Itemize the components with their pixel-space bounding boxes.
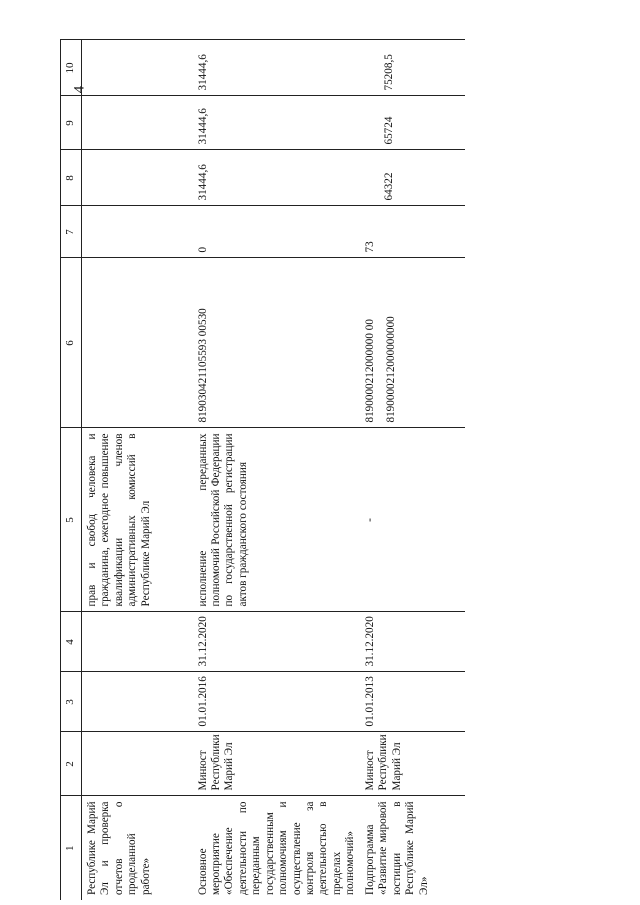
cell-name: Подпрограмма «Развитие мировой юстиции в Республике Марий Эл»: [361, 796, 465, 900]
header-col-1: 1: [61, 796, 82, 900]
header-col-7: 7: [61, 206, 82, 258]
page-number: 4: [71, 85, 88, 94]
header-col-8: 8: [61, 150, 82, 206]
cell-code: [82, 258, 194, 428]
cell-start-date: [82, 672, 194, 732]
cell-col10: 75208,5: [361, 40, 465, 96]
cell-end-date: 31.12.2020: [361, 612, 465, 672]
cell-name: Основное мероприятие «Обеспечение деятельности по переданным государственным полномочиям и осуществление контроля за деятельностью в пределах полномочий»: [194, 796, 361, 900]
code-line-2: 8190000212000000000: [385, 316, 398, 423]
cell-col9: [82, 96, 194, 150]
cell-result: прав и свобод человека и гражданина, ежегодное повышение квалификации членов административных комиссий в Республике Марий Эл: [82, 428, 194, 612]
header-col-9: 9: [61, 96, 82, 150]
header-col-3: 3: [61, 672, 82, 732]
cell-start-date: 01.01.2013: [361, 672, 465, 732]
cell-end-date: [82, 612, 194, 672]
table-row: [194, 40, 361, 900]
cell-col9: 31444,6: [194, 96, 361, 150]
cell-code: 819030421105593 00530: [194, 258, 361, 428]
cell-col9: 65724: [361, 96, 465, 150]
cell-col10: 31444,6: [194, 40, 361, 96]
header-col-4: 4: [61, 612, 82, 672]
cell-executor: Минюст Республики Марий Эл: [361, 732, 465, 796]
header-col-6: 6: [61, 258, 82, 428]
cell-col8: [82, 150, 194, 206]
header-row: [61, 40, 82, 900]
header-col-5: 5: [61, 428, 82, 612]
cell-name: Республике Марий Эл и проверка отчетов о проделанной работе»: [82, 796, 194, 900]
header-col-10: 10: [61, 40, 82, 96]
cell-col7: 73: [361, 206, 465, 258]
table-row: [361, 40, 465, 900]
cell-executor: Минюст Республики Марий Эл: [194, 732, 361, 796]
cell-executor: [82, 732, 194, 796]
cell-end-date: 31.12.2020: [194, 612, 361, 672]
cell-col8: 31444,6: [194, 150, 361, 206]
cell-result: -: [361, 428, 465, 612]
cell-col8: 64322: [361, 150, 465, 206]
cell-code: [361, 258, 465, 428]
rotated-table-sheet: [60, 40, 580, 900]
table-row: [82, 40, 194, 900]
program-table: [60, 40, 465, 901]
cell-col7: [82, 206, 194, 258]
cell-col7: 0: [194, 206, 361, 258]
cell-start-date: 01.01.2016: [194, 672, 361, 732]
header-col-2: 2: [61, 732, 82, 796]
code-line-1: 8190000212000000 00: [363, 319, 376, 423]
cell-result: исполнение переданных полномочий Российской Федерации по государственной регистрации актов гражданского состояния: [194, 428, 361, 612]
cell-col10: [82, 40, 194, 96]
